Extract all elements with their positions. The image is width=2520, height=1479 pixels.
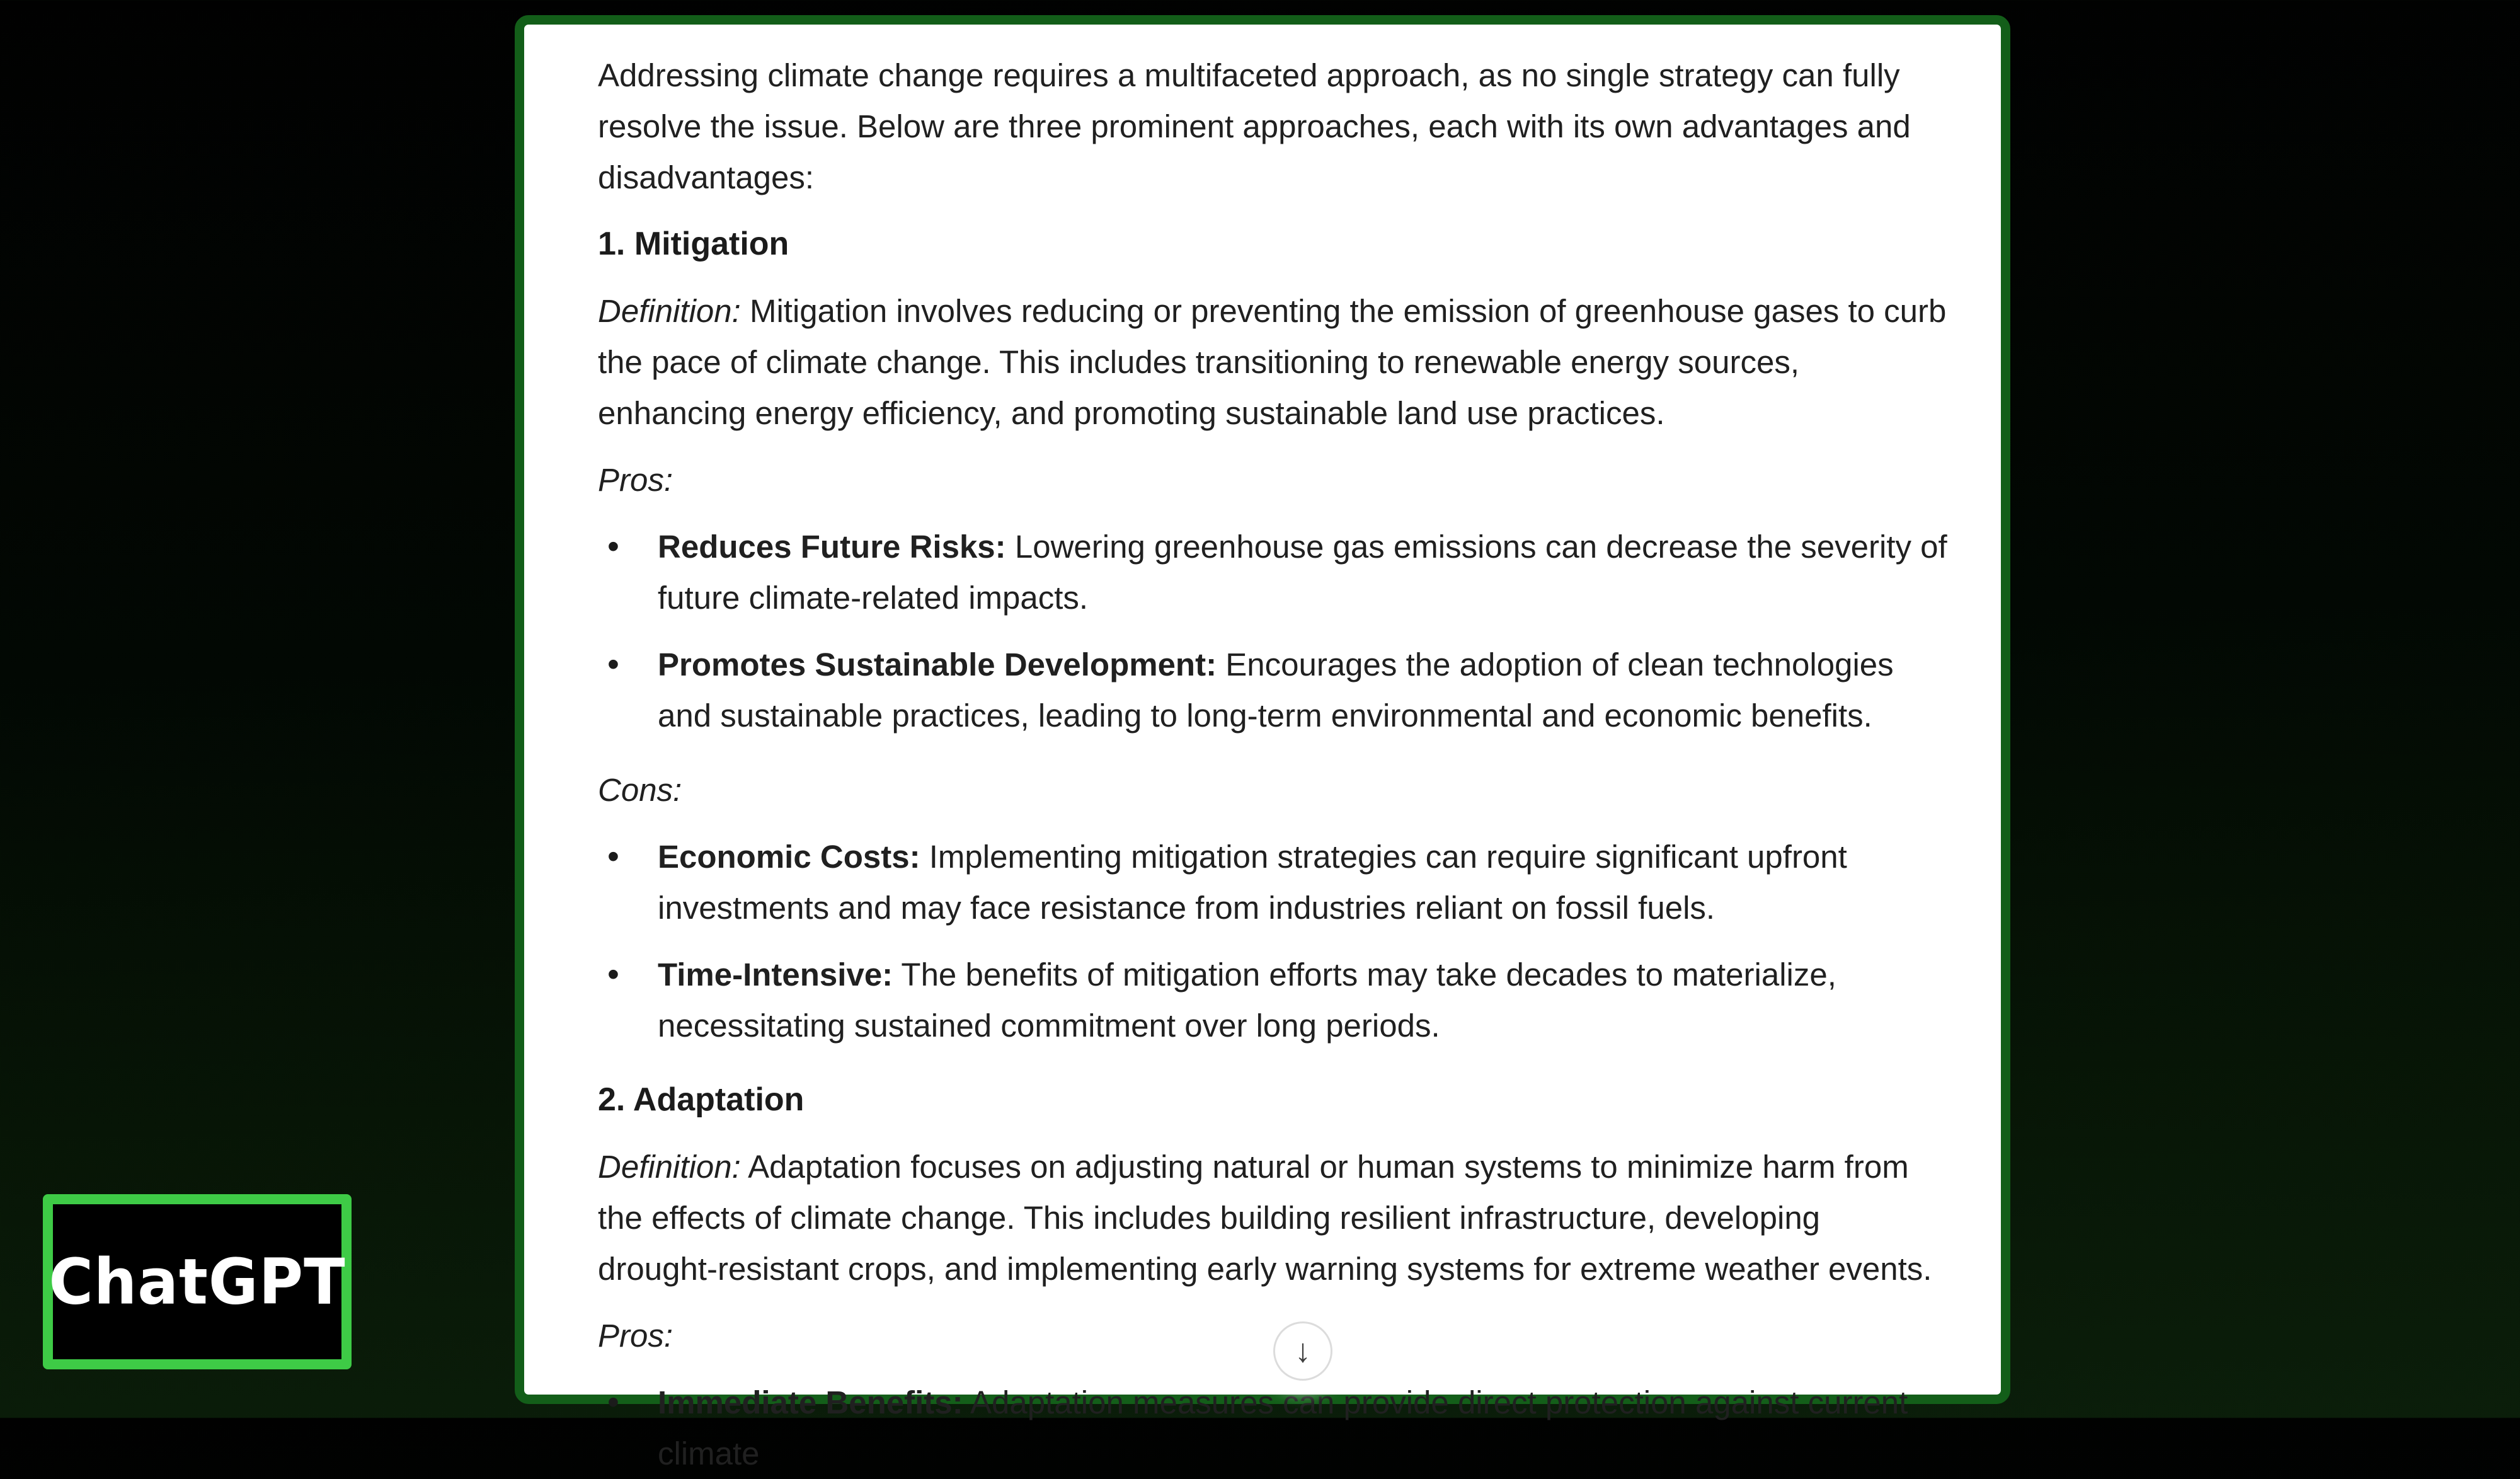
list-item-text: Adaptation measures can provide direct protection against current climate — [658, 1384, 1908, 1471]
pros-label: Pros: — [598, 1318, 673, 1354]
chat-response-panel — [515, 15, 2010, 1471]
bullet-icon: • — [607, 645, 619, 683]
bullet-icon: • — [607, 527, 619, 565]
adaptation-pros-list — [598, 1377, 1947, 1479]
definition-label: Definition: — [598, 293, 741, 329]
chat-message-content — [524, 25, 2001, 1471]
list-item-term: Immediate Benefits: — [658, 1384, 963, 1420]
section-heading-mitigation: 1. Mitigation — [598, 226, 789, 262]
bullet-icon: • — [607, 1383, 619, 1421]
list-item-term: Reduces Future Risks: — [658, 529, 1006, 565]
definition-label: Definition: — [598, 1149, 741, 1185]
definition-text: Adaptation focuses on adjusting natural or human systems to minimize harm from the effects of climate change. This includes building resilient infrastructure, developing drought-resistant crops, and implementing early warning systems for extreme weather events. — [598, 1149, 1932, 1287]
list-item-text: The benefits of mitigation efforts may take decades to materialize, necessitating sustained commitment over long periods. — [658, 957, 1836, 1044]
list-item-text: Lowering greenhouse gas emissions can decrease the severity of future climate-related impacts. — [658, 529, 1947, 616]
mitigation-definition-paragraph — [598, 285, 1947, 439]
mitigation-cons-list — [598, 831, 1947, 1051]
list-item-text: Implementing mitigation strategies can require significant upfront investments and may face resistance from industries reliant on fossil fuels. — [658, 839, 1847, 926]
list-item-term: Time-Intensive: — [658, 957, 893, 993]
list-item — [607, 639, 1947, 741]
adaptation-pros-label-line — [598, 1310, 1947, 1361]
chatgpt-watermark-badge — [43, 1194, 352, 1369]
adaptation-definition-paragraph — [598, 1141, 1947, 1294]
list-item — [607, 949, 1947, 1051]
list-item-term: Promotes Sustainable Development: — [658, 647, 1217, 682]
list-item-term: Economic Costs: — [658, 839, 920, 875]
intro-paragraph: Addressing climate change requires a multifaceted approach, as no single strategy can fully resolve the issue. Below are three prominent approaches, each with its own advantages and disadvantages: — [598, 57, 1911, 195]
bullet-icon: • — [607, 955, 619, 993]
pros-label: Pros: — [598, 462, 673, 498]
list-item — [607, 831, 1947, 933]
mitigation-pros-label-line — [598, 454, 1947, 505]
list-item-text: Encourages the adoption of clean technologies and sustainable practices, leading to long-term environmental and economic benefits. — [658, 647, 1894, 734]
cons-label: Cons: — [598, 772, 682, 808]
section-heading-adaptation: 2. Adaptation — [598, 1081, 805, 1118]
bullet-icon: • — [607, 837, 619, 875]
scroll-down-button[interactable] — [1273, 1321, 1332, 1381]
definition-text: Mitigation involves reducing or preventing the emission of greenhouse gases to curb the pace of climate change. This includes transitioning to renewable energy sources, enhancing energy efficiency, and promoting sustainable land use practices. — [598, 293, 1947, 431]
mitigation-pros-list — [598, 521, 1947, 741]
list-item — [607, 521, 1947, 623]
chatgpt-logo-text: ChatGPT — [49, 1245, 346, 1319]
list-item — [607, 1377, 1947, 1479]
down-arrow-icon: ↓ — [1295, 1333, 1311, 1369]
mitigation-cons-label-line — [598, 764, 1947, 815]
